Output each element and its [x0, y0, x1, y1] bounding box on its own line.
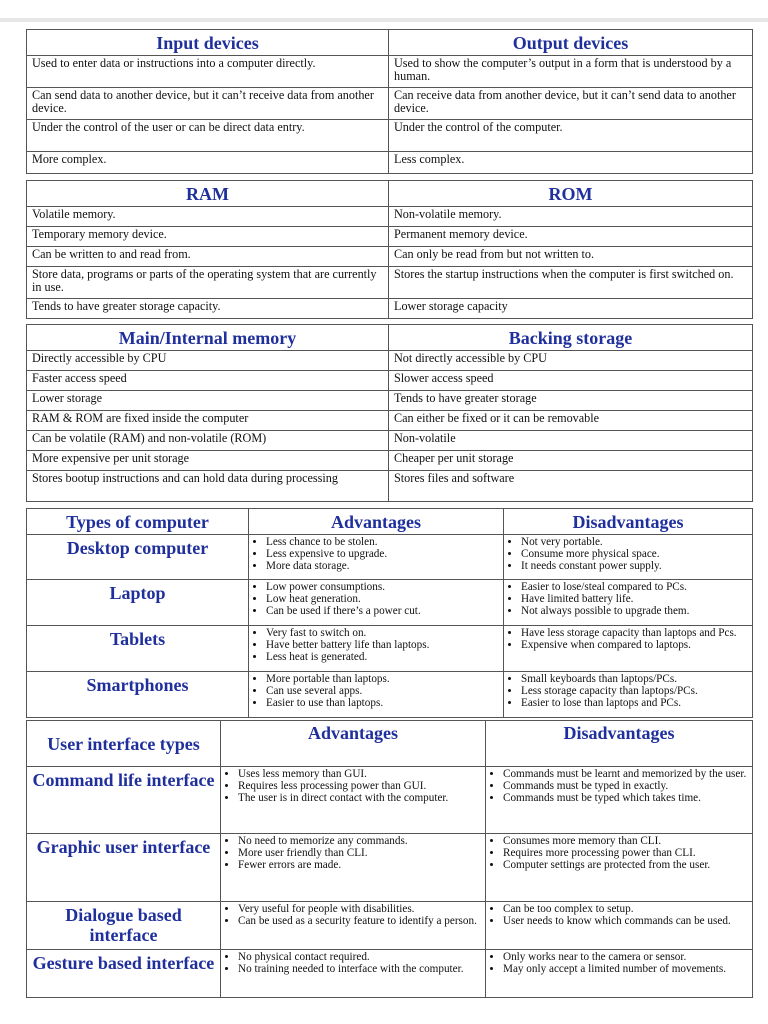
table-cell: Non-volatile	[389, 431, 753, 451]
disadvantages-cell	[486, 902, 753, 950]
list-item: • Have better battery life than laptops.	[266, 639, 498, 651]
table-cell: Stores files and software	[389, 471, 753, 502]
list-item: • No training needed to interface with the computer.	[238, 963, 480, 975]
list-item: • May only accept a limited number of movements.	[503, 963, 747, 975]
computer-type-label: Desktop computer	[27, 535, 249, 580]
list-item: • Very fast to switch on.	[266, 627, 498, 639]
list-item: • Requires less processing power than GUI.	[238, 780, 480, 792]
list-item: • Less heat is generated.	[266, 651, 498, 663]
header-rom: ROM	[389, 181, 753, 207]
list-item: • Have limited battery life.	[521, 593, 747, 605]
disadvantages-cell	[504, 580, 753, 626]
table-cell: Slower access speed	[389, 371, 753, 391]
list-item: • Low power consumptions.	[266, 581, 498, 593]
table-cell: Used to enter data or instructions into a computer directly.	[27, 56, 389, 88]
list-item: • The user is in direct contact with the computer.	[238, 792, 480, 804]
disadvantages-cell	[486, 767, 753, 834]
table-cell: Not directly accessible by CPU	[389, 351, 753, 371]
table-cell: RAM & ROM are fixed inside the computer	[27, 411, 389, 431]
list-item: • Easier to lose/steal compared to PCs.	[521, 581, 747, 593]
list-item: • More portable than laptops.	[266, 673, 498, 685]
list-item: • Not always possible to upgrade them.	[521, 605, 747, 617]
table-cell: Under the control of the computer.	[389, 120, 753, 152]
list-item: • Only works near to the camera or sensor.	[503, 951, 747, 963]
list-item: • Requires more processing power than CLI.	[503, 847, 747, 859]
list-item: • Fewer errors are made.	[238, 859, 480, 871]
advantages-cell	[249, 535, 504, 580]
list-item: • Can use several apps.	[266, 685, 498, 697]
list-item: • Less storage capacity than laptops/PCs.	[521, 685, 747, 697]
header-disadvantages: Disadvantages	[486, 721, 753, 767]
list-item: • Easier to use than laptops.	[266, 697, 498, 709]
disadvantages-cell	[504, 535, 753, 580]
list-item: • No physical contact required.	[238, 951, 480, 963]
list-item: • More data storage.	[266, 560, 498, 572]
table-cell: Non-volatile memory.	[389, 207, 753, 227]
interface-type-label: Command life interface	[27, 767, 221, 834]
table-cell: Stores bootup instructions and can hold data during processing	[27, 471, 389, 502]
table-cell: Store data, programs or parts of the operating system that are currently in use.	[27, 267, 389, 299]
table-cell: Can only be read from but not written to.	[389, 247, 753, 267]
list-item: • Low heat generation.	[266, 593, 498, 605]
top-rule	[0, 18, 768, 22]
table-cell: Stores the startup instructions when the computer is first switched on.	[389, 267, 753, 299]
table-cell: Can be volatile (RAM) and non-volatile (ROM)	[27, 431, 389, 451]
computer-type-label: Smartphones	[27, 672, 249, 718]
user-interface-table	[26, 720, 753, 998]
table-cell: Tends to have greater storage	[389, 391, 753, 411]
header-user-interface-types: User interface types	[27, 721, 221, 767]
table-cell: Directly accessible by CPU	[27, 351, 389, 371]
list-item: • Computer settings are protected from the user.	[503, 859, 747, 871]
disadvantages-cell	[504, 672, 753, 718]
table-cell: Under the control of the user or can be direct data entry.	[27, 120, 389, 152]
header-backing-storage: Backing storage	[389, 325, 753, 351]
advantages-cell	[221, 950, 486, 998]
header-disadvantages: Disadvantages	[504, 509, 753, 535]
header-types-of-computer: Types of computer	[27, 509, 249, 535]
list-item: • No need to memorize any commands.	[238, 835, 480, 847]
table-cell: Lower storage capacity	[389, 299, 753, 319]
ram-rom-table	[26, 180, 753, 319]
table-cell: Permanent memory device.	[389, 227, 753, 247]
list-item: • Have less storage capacity than laptops and Pcs.	[521, 627, 747, 639]
list-item: • Very useful for people with disabilities.	[238, 903, 480, 915]
disadvantages-cell	[486, 834, 753, 902]
list-item: • Less expensive to upgrade.	[266, 548, 498, 560]
table-cell: Faster access speed	[27, 371, 389, 391]
header-input-devices: Input devices	[27, 30, 389, 56]
list-item: • It needs constant power supply.	[521, 560, 747, 572]
list-item: • Easier to lose than laptops and PCs.	[521, 697, 747, 709]
advantages-cell	[249, 626, 504, 672]
table-cell: Used to show the computer’s output in a form that is understood by a human.	[389, 56, 753, 88]
input-output-table	[26, 29, 753, 174]
disadvantages-cell	[504, 626, 753, 672]
table-cell: Temporary memory device.	[27, 227, 389, 247]
table-cell: More expensive per unit storage	[27, 451, 389, 471]
header-advantages: Advantages	[221, 721, 486, 767]
interface-type-label: Gesture based interface	[27, 950, 221, 998]
advantages-cell	[249, 580, 504, 626]
list-item: • Commands must be typed in exactly.	[503, 780, 747, 792]
header-main-memory: Main/Internal memory	[27, 325, 389, 351]
advantages-cell	[221, 902, 486, 950]
list-item: • Can be too complex to setup.	[503, 903, 747, 915]
table-cell: Can send data to another device, but it can’t receive data from another device.	[27, 88, 389, 120]
advantages-cell	[221, 834, 486, 902]
table-cell: Cheaper per unit storage	[389, 451, 753, 471]
header-advantages: Advantages	[249, 509, 504, 535]
table-cell: Tends to have greater storage capacity.	[27, 299, 389, 319]
table-cell: Can receive data from another device, but it can’t send data to another device.	[389, 88, 753, 120]
table-cell: Less complex.	[389, 152, 753, 174]
list-item: • Uses less memory than GUI.	[238, 768, 480, 780]
list-item: • Less chance to be stolen.	[266, 536, 498, 548]
advantages-cell	[249, 672, 504, 718]
header-output-devices: Output devices	[389, 30, 753, 56]
list-item: • Can be used if there’s a power cut.	[266, 605, 498, 617]
list-item: • User needs to know which commands can be used.	[503, 915, 747, 927]
advantages-cell	[221, 767, 486, 834]
disadvantages-cell	[486, 950, 753, 998]
list-item: • More user friendly than CLI.	[238, 847, 480, 859]
table-cell: Can be written to and read from.	[27, 247, 389, 267]
table-cell: Volatile memory.	[27, 207, 389, 227]
list-item: • Small keyboards than laptops/PCs.	[521, 673, 747, 685]
computer-type-label: Tablets	[27, 626, 249, 672]
computer-type-label: Laptop	[27, 580, 249, 626]
header-ram: RAM	[27, 181, 389, 207]
computer-types-table	[26, 508, 753, 718]
list-item: • Consumes more memory than CLI.	[503, 835, 747, 847]
list-item: • Commands must be learnt and memorized by the user.	[503, 768, 747, 780]
list-item: • Expensive when compared to laptops.	[521, 639, 747, 651]
table-cell: More complex.	[27, 152, 389, 174]
memory-storage-table	[26, 324, 753, 502]
interface-type-label: Dialogue based interface	[27, 902, 221, 950]
list-item: • Not very portable.	[521, 536, 747, 548]
interface-type-label: Graphic user interface	[27, 834, 221, 902]
table-cell: Lower storage	[27, 391, 389, 411]
list-item: • Commands must be typed which takes time.	[503, 792, 747, 804]
table-cell: Can either be fixed or it can be removable	[389, 411, 753, 431]
list-item: • Consume more physical space.	[521, 548, 747, 560]
list-item: • Can be used as a security feature to identify a person.	[238, 915, 480, 927]
